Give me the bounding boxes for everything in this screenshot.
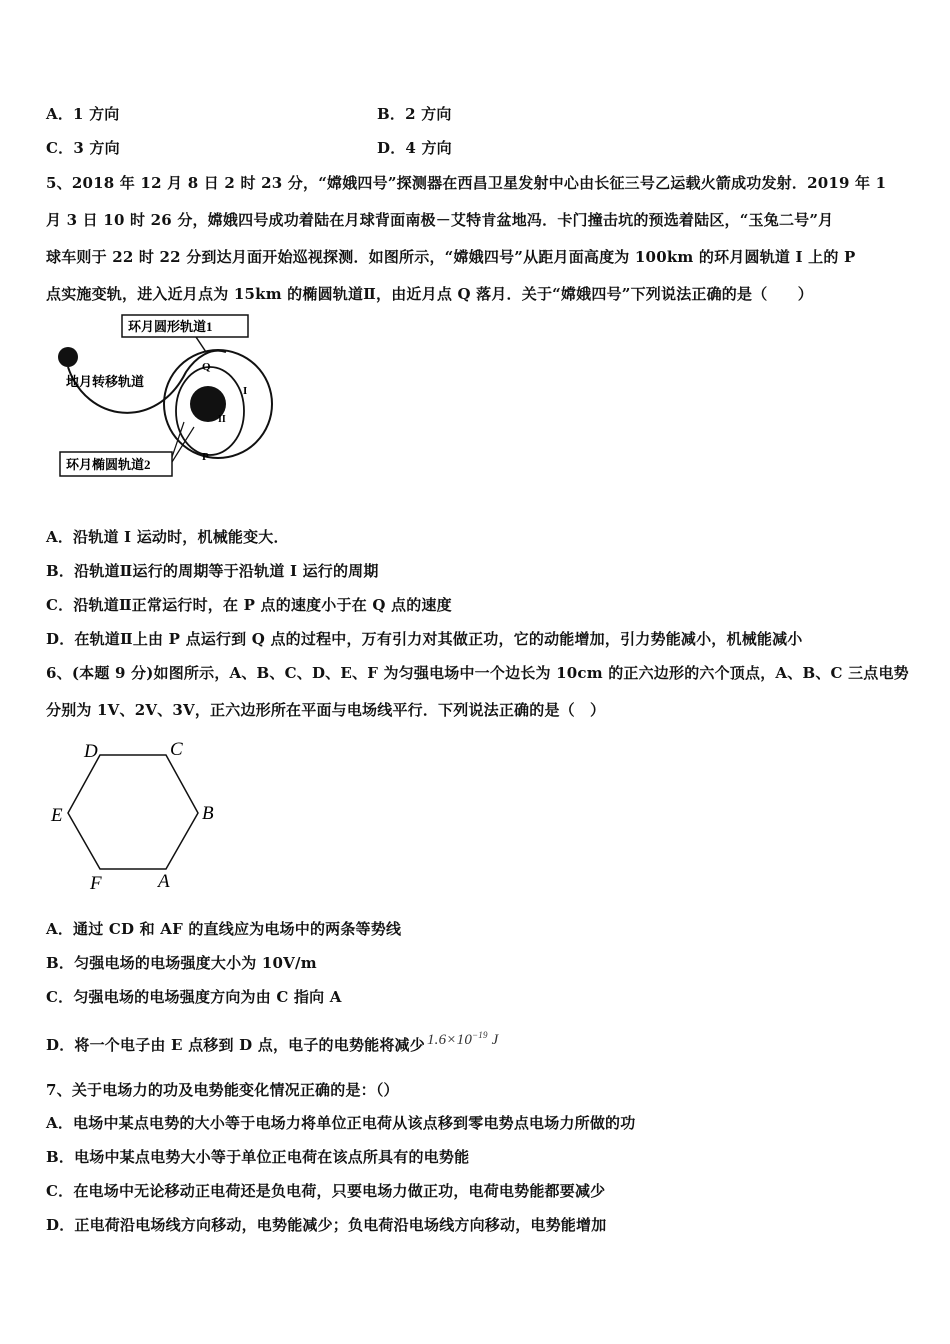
q7-option-a: A．电场中某点电势的大小等于电场力将单位正电荷从该点移到零电势点电场力所做的功 [46,1114,636,1132]
q5-stem-line-1: 5、2018 年 12 月 8 日 2 时 23 分，“嫦娥四号”探测器在西昌卫星发射中心由长征三号乙运载火箭成功发射．2019 年 1 [46,174,887,192]
vertex-a-label: A [158,871,170,892]
q5-stem-line-2: 月 3 日 10 时 26 分，嫦娥四号成功着陆在月球背面南极－艾特肯盆地冯．卡门撞击坑的预选着陆区，“玉兔二号”月 [46,211,834,229]
vertex-c-label: C [170,739,183,760]
q5-option-d: D．在轨道Ⅱ上由 P 点运行到 Q 点的过程中，万有引力对其做正功，它的动能增加，引力势能减小，机械能减小 [46,630,803,648]
q5-option-c: C．沿轨道Ⅱ正常运行时，在 P 点的速度小于在 Q 点的速度 [46,596,452,614]
label-transfer-orbit: 地月转移轨道 [66,374,145,389]
q7-option-c: C．在电场中无论移动正电荷还是负电荷，只要电场力做正功，电荷电势能都要减少 [46,1182,606,1200]
q7-option-b: B．电场中某点电势大小等于单位正电荷在该点所具有的电势能 [46,1148,470,1166]
hexagon-diagram [46,735,226,895]
q7-option-d: D．正电荷沿电场线方向移动，电势能减少；负电荷沿电场线方向移动，电势能增加 [46,1216,607,1234]
q7-stem: 7、关于电场力的功及电势能变化情况正确的是：（） [46,1081,399,1099]
orbit-ii-label: II [218,414,226,425]
q6-option-d-value: $1.6\times 10^{-19}$ J [426,1030,499,1048]
q6-stem-line-2: 分别为 1V、2V、3V，正六边形所在平面与电场线平行．下列说法正确的是（ ） [46,701,606,719]
q5-option-a: A．沿轨道 I 运动时，机械能变大． [46,528,289,546]
orbit-i-label: I [243,385,248,397]
q6-option-b: B．匀强电场的电场强度大小为 10V/m [46,954,317,972]
q6-stem-line-1: 6、(本题 9 分)如图所示，A、B、C、D、E、F 为匀强电场中一个边长为 10cm 的正六边形的六个顶点，A、B、C 三点电势 [46,664,909,682]
vertex-e-label: E [51,805,63,826]
q4-option-b: B．2 方向 [377,105,452,123]
q6-option-d: D．将一个电子由 E 点移到 D 点，电子的电势能将减少 [46,1036,425,1054]
q6-option-a: A．通过 CD 和 AF 的直线应为电场中的两条等势线 [46,920,402,938]
q5-option-b: B．沿轨道Ⅱ运行的周期等于沿轨道 I 运行的周期 [46,562,379,580]
point-q-label: Q [202,361,211,373]
orbit-diagram [46,312,286,492]
q4-option-a: A．1 方向 [46,105,120,123]
label-elliptical-orbit: 环月椭圆轨道2 [66,457,151,472]
q6-option-c: C．匀强电场的电场强度方向为由 C 指向 A [46,988,342,1006]
vertex-b-label: B [202,803,214,824]
vertex-d-label: D [84,741,98,762]
hexagon-shape [68,755,198,869]
label-circular-orbit: 环月圆形轨道1 [128,319,213,334]
q4-option-d: D．4 方向 [377,139,452,157]
earth-icon [58,347,78,367]
point-p-label: P [202,451,209,463]
q6-option-d-row [46,1030,499,1055]
q5-stem-line-3: 球车则于 22 时 22 分到达月面开始巡视探测．如图所示，“嫦娥四号”从距月面高度为 100km 的环月圆轨道 I 上的 P [46,248,856,266]
vertex-f-label: F [90,873,102,894]
q5-stem-line-4: 点实施变轨，进入近月点为 15km 的椭圆轨道Ⅱ，由近月点 Q 落月．关于“嫦娥四号”下列说法正确的是（ ） [46,285,813,303]
q4-option-c: C．3 方向 [46,139,120,157]
